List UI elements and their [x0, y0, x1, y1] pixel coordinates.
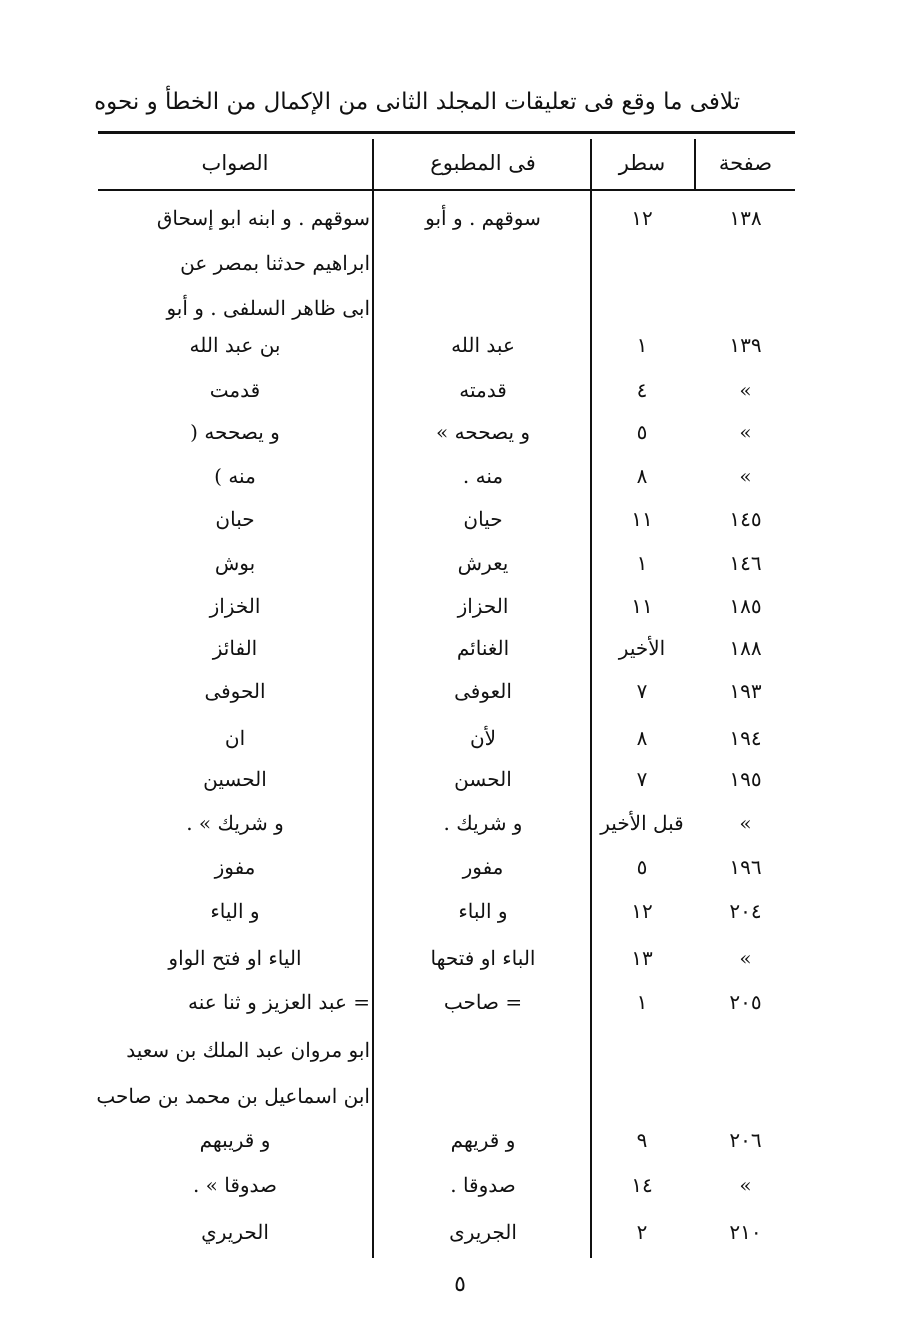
row-correct-text: و يصححه (	[190, 420, 280, 444]
row-correct-text: الفائز	[212, 636, 258, 660]
row-line-number: ١	[636, 551, 648, 575]
row-line-number: ٨	[636, 726, 648, 750]
page-title: تلافى ما وقع فى تعليقات المجلد الثانى من الإكمال من الخطأ و نحوه	[94, 89, 740, 115]
row-page-number: ٢٠٦	[729, 1128, 762, 1152]
row-printed-text: حيان	[463, 507, 503, 531]
row-line-number: قبل الأخير	[600, 811, 684, 835]
row-printed-text: الغنائم	[456, 636, 510, 660]
row-correct-text: مفوز	[214, 855, 256, 879]
row-line-number: ٩	[636, 1128, 648, 1152]
row-page-number: »	[739, 464, 752, 488]
column-divider-printed	[372, 139, 374, 1258]
row-line-number: ١٤	[631, 1173, 653, 1197]
row-line-number: ١٣	[631, 946, 653, 970]
row-line-number: ١	[636, 333, 648, 357]
row-line-number: ١	[636, 990, 648, 1014]
row-page-number: ٢٠٤	[729, 899, 762, 923]
row-correct-text: سوقهم . و ابنه ابو إسحاق	[156, 206, 370, 230]
row-page-number: ١٨٥	[729, 594, 762, 618]
row-line-number: ٧	[636, 679, 648, 703]
row-line-number: الأخير	[618, 636, 666, 660]
row-correct-text: ان	[224, 726, 246, 750]
row-page-number: ١٣٩	[729, 333, 762, 357]
row-correct-text: منه )	[214, 464, 256, 488]
row-line-number: ١١	[631, 507, 653, 531]
row-correct-text: = عبد العزيز و ثنا عنه	[188, 990, 370, 1014]
row-page-number: »	[739, 946, 752, 970]
row-printed-text: مفور	[462, 855, 504, 879]
header-line: سطر	[618, 151, 666, 175]
row-line-number: ٨	[636, 464, 648, 488]
row-page-number: »	[739, 811, 752, 835]
row-page-number: »	[739, 1173, 752, 1197]
row-printed-text: = صاحب	[443, 990, 523, 1014]
row-page-number: ١٤٥	[729, 507, 762, 531]
row-printed-text: الباء او فتحها	[430, 946, 536, 970]
row-page-number: »	[739, 420, 752, 444]
row-printed-text: عبد الله	[451, 333, 515, 357]
header-bottom-rule	[98, 189, 795, 191]
row-printed-text: سوقهم . و أبو	[425, 206, 541, 230]
row-printed-text: الحسن	[454, 767, 512, 791]
row-page-number: »	[739, 378, 752, 402]
row-correct-text: حبان	[215, 507, 255, 531]
row-printed-text: يعرش	[457, 551, 509, 575]
row-correct-text: صدوقا » .	[192, 1173, 278, 1197]
row-line-number: ١٢	[631, 899, 653, 923]
row-printed-text: و شريك .	[443, 811, 523, 835]
row-page-number: ١٩٦	[729, 855, 762, 879]
row-correct-text: الحسين	[203, 767, 267, 791]
row-correct-text: و قريبهم	[199, 1128, 271, 1152]
row-correct-text: الحريري	[201, 1220, 269, 1244]
row-printed-text: قدمته	[459, 378, 507, 402]
row-correct-text: بوش	[214, 551, 256, 575]
row-page-number: ١٤٦	[729, 551, 762, 575]
page-number: ٥	[454, 1272, 466, 1297]
row-page-number: ١٩٣	[729, 679, 762, 703]
row-page-number: ١٣٨	[729, 206, 762, 230]
row-printed-text: و يصححه »	[435, 420, 531, 444]
row-correct-text: و شريك » .	[186, 811, 284, 835]
row-correct-continuation: ابو مروان عبد الملك بن سعيد	[126, 1038, 370, 1062]
column-divider-page	[694, 139, 696, 189]
header-printed: فى المطبوع	[430, 151, 536, 175]
row-correct-continuation: ابراهيم حدثنا بمصر عن	[180, 251, 370, 275]
row-correct-text: بن عبد الله	[189, 333, 281, 357]
row-line-number: ١١	[631, 594, 653, 618]
header-correct: الصواب	[201, 151, 269, 175]
row-printed-text: الحزاز	[457, 594, 509, 618]
row-line-number: ٥	[636, 420, 648, 444]
row-printed-text: صدوقا .	[450, 1173, 516, 1197]
row-page-number: ١٩٥	[729, 767, 762, 791]
row-printed-text: و الباء	[458, 899, 508, 923]
row-page-number: ٢٠٥	[729, 990, 762, 1014]
row-line-number: ٥	[636, 855, 648, 879]
row-printed-text: العوفى	[454, 679, 512, 703]
row-printed-text: منه .	[462, 464, 504, 488]
table-top-rule	[98, 131, 795, 134]
row-line-number: ٤	[636, 378, 648, 402]
row-correct-continuation: ابن اسماعيل بن محمد بن صاحب	[96, 1084, 370, 1108]
row-page-number: ١٩٤	[729, 726, 762, 750]
header-page: صفحة	[718, 151, 773, 175]
row-printed-text: الجريرى	[449, 1220, 517, 1244]
row-correct-text: الياء او فتح الواو	[168, 946, 302, 970]
row-correct-text: قدمت	[209, 378, 261, 402]
row-line-number: ٢	[636, 1220, 648, 1244]
row-correct-text: الخزاز	[209, 594, 261, 618]
row-line-number: ٧	[636, 767, 648, 791]
row-correct-text: الحوفى	[204, 679, 266, 703]
row-page-number: ٢١٠	[729, 1220, 762, 1244]
row-printed-text: و قريهم	[450, 1128, 516, 1152]
row-printed-text: لأن	[469, 726, 497, 750]
row-page-number: ١٨٨	[729, 636, 762, 660]
row-correct-text: و الياء	[210, 899, 260, 923]
row-line-number: ١٢	[631, 206, 653, 230]
row-correct-continuation: ابى ظاهر السلفى . و أبو	[166, 296, 370, 320]
